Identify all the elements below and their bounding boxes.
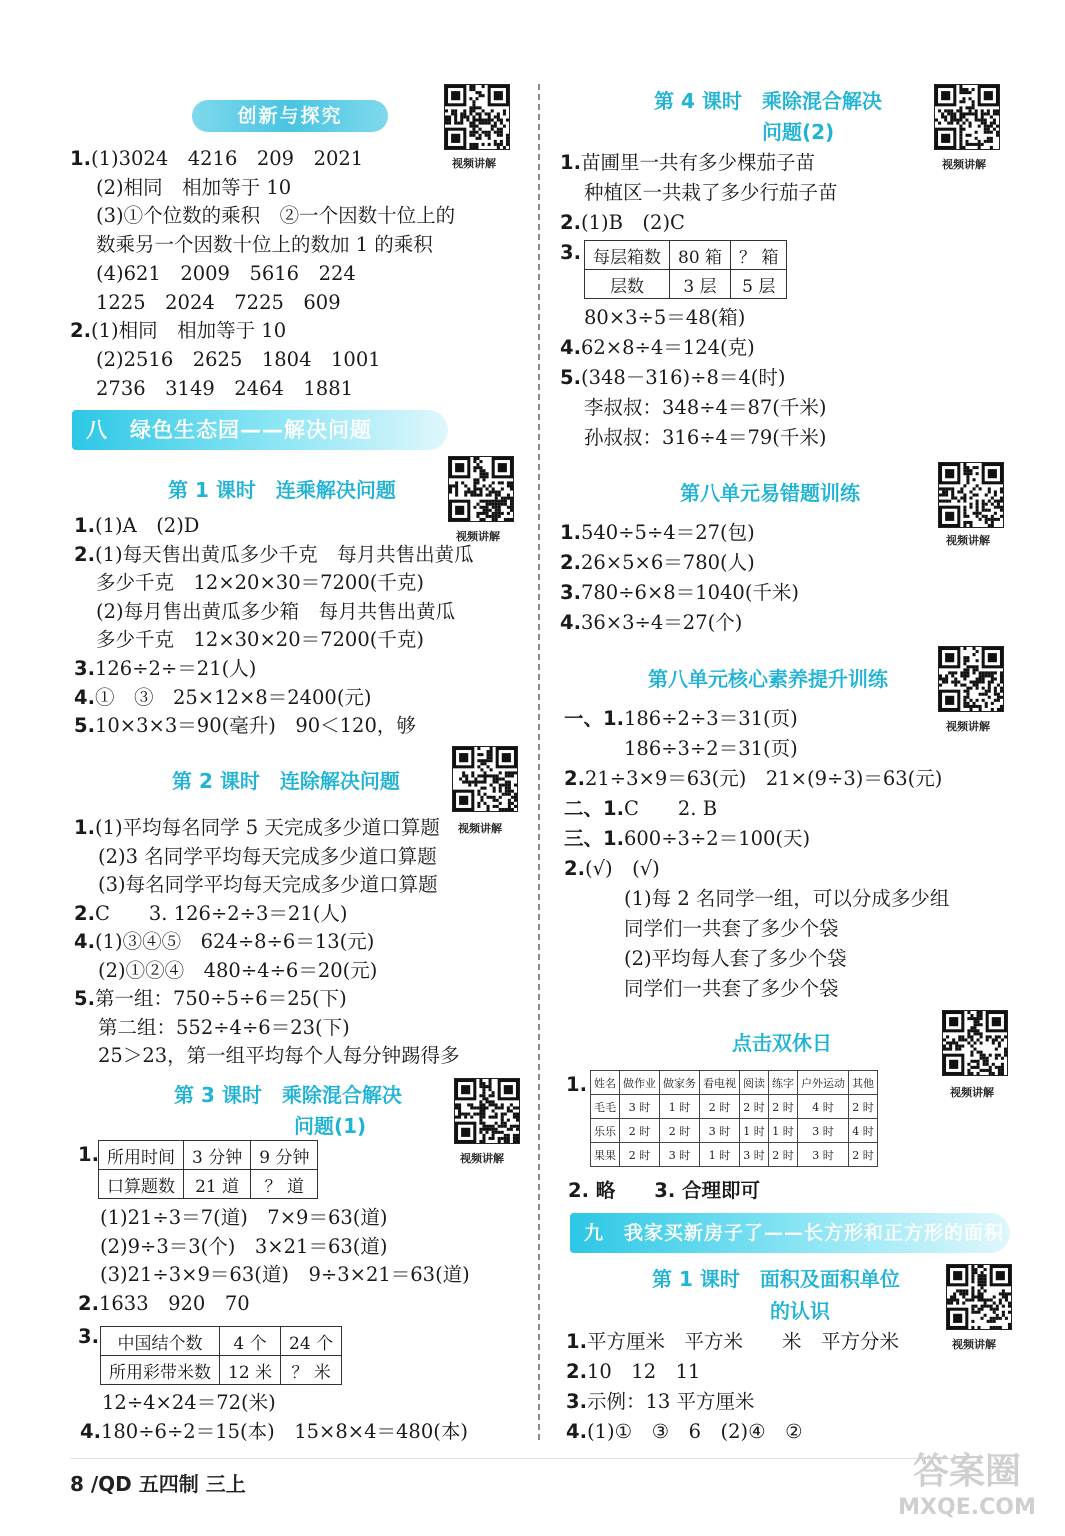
lesson-1-title: 第 1 课时 连乘解决问题 (168, 478, 396, 502)
table-cell: 4 时 (798, 1095, 849, 1119)
answer-text: 多少千克 12×20×30＝7200(千克) (96, 571, 424, 595)
answer-line (80, 1419, 468, 1445)
answer-line (566, 1389, 755, 1415)
table-cell: 2 时 (769, 1143, 798, 1167)
answer-line (584, 395, 827, 421)
question-number: 2. (560, 551, 581, 574)
time-questions-table (98, 1140, 318, 1199)
question-number: 4. (74, 930, 95, 953)
answer-line (560, 550, 755, 576)
answer-line (98, 872, 438, 898)
question-number: 3. (74, 657, 95, 680)
question-number: 2. (70, 319, 91, 343)
answer-line (96, 232, 433, 258)
answer-line (624, 976, 839, 1002)
answer-text: (1)21÷3＝7(道) 7×9＝63(道) (100, 1206, 388, 1229)
question-number: 3. (566, 1390, 587, 1413)
table-row (99, 1170, 318, 1199)
table-cell: 9 分钟 (251, 1141, 318, 1170)
table-cell: 所用彩带米数 (101, 1356, 220, 1385)
answer-line (98, 1043, 460, 1069)
qr-label: 视频讲解 (946, 534, 990, 547)
answer-text: 10×3×3＝90(毫升) 90＜120，够 (94, 714, 416, 738)
answer-line (560, 610, 742, 636)
u9-lesson-1-title-b: 的认识 (770, 1299, 830, 1323)
answer-line (96, 570, 424, 596)
answer-text: (1)每 2 名同学一组，可以分成多少组 (624, 887, 950, 910)
answer-text: C 3. 126÷2÷3＝21(人) (94, 901, 348, 925)
table-cell: 21 道 (184, 1170, 251, 1199)
watermark-text: 答案圈 (912, 1451, 1021, 1492)
table-cell: 做家务 (660, 1071, 700, 1095)
table-cell: 阅读 (740, 1071, 769, 1095)
answer-text: 186÷3÷2＝31(页) (624, 737, 798, 760)
table-row (585, 241, 787, 270)
answer-text: 第二组：552÷4÷6＝23(下) (98, 1015, 350, 1039)
page-footer: 8 /QD 五四制 三上 (70, 1472, 246, 1496)
table-row (591, 1071, 878, 1095)
answer-text: 示例：13 平方厘米 (586, 1390, 755, 1413)
table-row (591, 1119, 878, 1143)
answer-line (560, 335, 755, 361)
table-cell: 做作业 (620, 1071, 660, 1095)
qr-code-icon (454, 1078, 520, 1144)
answer-text: (2)相同 相加等于 10 (96, 175, 292, 199)
answer-text: (3)每名同学平均每天完成多少道口算题 (98, 873, 438, 896)
question-number: 1. (74, 514, 95, 537)
answer-text: (1)相同 相加等于 10 (90, 319, 287, 343)
qr-label: 视频讲解 (458, 822, 502, 835)
question-number: 二、1. (564, 797, 624, 820)
table-cell: 口算题数 (99, 1170, 184, 1199)
weekend-title: 点击双休日 (732, 1031, 832, 1055)
answer-line (564, 706, 798, 732)
table-cell: 果果 (591, 1143, 620, 1167)
question-number: 2. (74, 542, 95, 566)
answer-line (624, 736, 798, 762)
answer-line (98, 958, 377, 984)
table-cell: 2 时 (740, 1095, 769, 1119)
answer-line (102, 1390, 276, 1416)
answer-line (96, 627, 424, 653)
answer-line (564, 766, 942, 792)
table-cell: 2 时 (660, 1119, 700, 1143)
answer-line (96, 599, 455, 625)
answer-text: 25＞23，第一组平均每个人每分钟踢得多 (98, 1044, 460, 1067)
answer-text: 780÷6×8＝1040(千米) (580, 581, 800, 604)
boxes-layers-table (584, 240, 787, 299)
qr-label: 视频讲解 (456, 530, 500, 543)
question-number: 1. (560, 521, 581, 544)
question-number: 2. (560, 211, 581, 234)
answer-line (74, 929, 374, 955)
answer-text: 李叔叔：348÷4＝87(千米) (584, 396, 827, 419)
question-number: 5. (74, 987, 95, 1010)
question-number: 2. (564, 857, 585, 880)
answer-line (74, 685, 372, 711)
answer-line (566, 1419, 803, 1445)
qr-label: 视频讲解 (950, 1086, 994, 1099)
table-cell: 3 时 (740, 1143, 769, 1167)
table-row (99, 1141, 318, 1170)
qr-label: 视频讲解 (460, 1152, 504, 1165)
answer-line (560, 520, 755, 546)
question-number: 1. (560, 151, 581, 174)
qr-code-icon (452, 746, 518, 812)
answer-text: (2)①②④ 480÷4÷6＝20(元) (98, 958, 378, 982)
table-cell: 姓名 (591, 1071, 620, 1095)
question-number: 2. (566, 1360, 587, 1383)
question-number: 1. (70, 147, 91, 170)
qr-code-icon (946, 1264, 1012, 1330)
table-cell: 每层箱数 (585, 241, 670, 270)
table-cell: 2 时 (620, 1119, 660, 1143)
question-number: 1. (566, 1073, 587, 1096)
table-cell: 其他 (849, 1071, 878, 1095)
answer-text: (2)每月售出黄瓜多少箱 每月共售出黄瓜 (96, 599, 456, 623)
question-number: 5. (74, 714, 95, 738)
answer-line (564, 856, 660, 882)
qr-label: 视频讲解 (942, 158, 986, 171)
question-number: 5. (560, 366, 581, 389)
answer-line (584, 305, 745, 331)
table-cell: 5 层 (731, 270, 787, 299)
answer-line (74, 901, 347, 927)
answer-text: 孙叔叔：316÷4＝79(千米) (584, 426, 827, 449)
answer-line (560, 365, 786, 391)
answer-line (96, 290, 341, 316)
table-row (101, 1356, 342, 1385)
watermark-logo (877, 1450, 1057, 1530)
table-cell: 1 时 (740, 1119, 769, 1143)
answer-line (70, 146, 363, 172)
answer-line (98, 1015, 350, 1041)
answer-text: (1)每天售出黄瓜多少千克 每月共售出黄瓜 (94, 542, 474, 566)
answer-text: 36×3÷4＝27(个) (580, 611, 743, 634)
qr-code-icon (444, 84, 510, 150)
table-cell: 1 时 (700, 1143, 740, 1167)
table-cell: 1 时 (660, 1095, 700, 1119)
answer-text: (3)21÷3×9＝63(道) 9÷3×21＝63(道) (100, 1263, 470, 1287)
qr-label: 视频讲解 (952, 1338, 996, 1351)
answer-line (624, 946, 847, 972)
table-row (591, 1143, 878, 1167)
answer-text: 1633 920 70 (98, 1291, 250, 1315)
table-cell: 3 时 (660, 1143, 700, 1167)
answer-text: 平方厘米 平方米 米 平方分米 (586, 1330, 899, 1353)
qr-label: 视频讲解 (452, 157, 496, 170)
answer-text: (√) (√) (584, 857, 660, 880)
question-number: 4. (560, 336, 581, 359)
answer-line (566, 1359, 700, 1385)
answer-text: (4)621 2009 5616 224 (96, 261, 356, 285)
table-cell: 2 时 (849, 1143, 878, 1167)
answer-text: (1)B (2)C (580, 211, 685, 234)
weekend-q2: 2. 略 3. 合理即可 (568, 1179, 761, 1202)
answer-text: (348－316)÷8＝4(时) (580, 366, 786, 389)
question-number: 4. (80, 1420, 101, 1443)
table-row (585, 270, 787, 299)
table-cell: 所用时间 (99, 1141, 184, 1170)
answer-text: 26×5×6＝780(人) (580, 551, 755, 574)
answer-line (560, 210, 685, 236)
answer-text: 62×8÷4＝124(克) (580, 336, 755, 359)
table-cell: ？ 米 (281, 1356, 342, 1385)
table-cell: 3 分钟 (184, 1141, 251, 1170)
answer-line (74, 656, 256, 682)
answer-line (96, 203, 455, 229)
table-cell: 12 米 (220, 1356, 281, 1385)
answer-text: (2)2516 2625 1804 1001 (96, 347, 381, 371)
answer-line (74, 986, 347, 1012)
lesson-4-title-b: 问题(2) (762, 120, 835, 144)
table-cell: ？ 箱 (731, 241, 787, 270)
table-cell: 3 时 (798, 1143, 849, 1167)
table-cell: 3 时 (620, 1095, 660, 1119)
table-cell: 练字 (769, 1071, 798, 1095)
answer-line (96, 175, 291, 201)
answer-text: 12÷4×24＝72(米) (102, 1391, 276, 1414)
answer-text: 同学们一共套了多少个袋 (624, 977, 839, 1000)
weekend-schedule-table (590, 1070, 878, 1167)
table-row (591, 1095, 878, 1119)
answer-text: 同学们一共套了多少个袋 (624, 917, 839, 940)
table-cell: 4 个 (220, 1327, 281, 1356)
answer-text: ① ③ 25×12×8＝2400(元) (94, 685, 372, 709)
table-cell: 3 时 (700, 1119, 740, 1143)
answer-line (584, 180, 838, 206)
table-cell: 2 时 (849, 1095, 878, 1119)
answer-line (560, 150, 815, 176)
question-number: 3. (560, 581, 581, 604)
table-cell: 4 时 (849, 1119, 878, 1143)
answer-text: (1)3024 4216 209 2021 (90, 147, 364, 170)
table-cell: 3 层 (670, 270, 731, 299)
qr-label: 视频讲解 (946, 720, 990, 733)
question-number: 2. (74, 901, 95, 925)
answer-line (98, 844, 437, 870)
table-cell: 3 时 (798, 1119, 849, 1143)
core-practice-title: 第八单元核心素养提升训练 (648, 667, 888, 691)
answer-text: 126÷2÷＝21(人) (94, 657, 257, 680)
question-number: 1. (78, 1143, 99, 1166)
table-row (101, 1327, 342, 1356)
answer-line (74, 713, 416, 739)
table-cell: 24 个 (281, 1327, 342, 1356)
answer-line (560, 580, 799, 606)
answer-line (78, 1291, 250, 1317)
answer-text: (2)9÷3＝3(个) 3×21＝63(道) (100, 1234, 388, 1258)
qr-code-icon (448, 456, 514, 522)
question-number: 三、1. (564, 827, 624, 850)
answer-text: 180÷6÷2＝15(本) 15×8×4＝480(本) (100, 1420, 468, 1443)
answer-text: (1)A (2)D (94, 514, 200, 537)
answer-line (70, 318, 286, 344)
table-cell: 看电视 (700, 1071, 740, 1095)
question-number: 4. (566, 1420, 587, 1443)
table-cell: 层数 (585, 270, 670, 299)
banner-innovation: 创新与探究 (192, 100, 388, 132)
answer-line (96, 261, 356, 287)
answer-text: (1)平均每名同学 5 天完成多少道口算题 (94, 816, 440, 839)
answer-text: C 2. B (623, 797, 718, 820)
u9-lesson-1-title-a: 第 1 课时 面积及面积单位 (652, 1267, 900, 1291)
answer-text: 苗圃里一共有多少棵茄子苗 (580, 151, 815, 174)
answer-text: 种植区一共栽了多少行茄子苗 (584, 181, 838, 204)
answer-text: 第一组：750÷5÷6＝25(下) (94, 987, 347, 1010)
answer-line (624, 916, 839, 942)
answer-text: (3)①个位数的乘积 ②一个因数十位上的 (96, 204, 456, 228)
column-divider (538, 84, 540, 1440)
answer-text: 1225 2024 7225 609 (96, 290, 341, 314)
answer-text: 多少千克 12×30×20＝7200(千克) (96, 628, 424, 652)
table-cell: 80 箱 (670, 241, 731, 270)
answer-text: 10 12 11 (586, 1360, 701, 1383)
answer-text: 2736 3149 2464 1881 (96, 376, 354, 400)
lesson-3-title-b: 问题(1) (294, 1114, 367, 1138)
question-number: 3. (560, 241, 581, 264)
question-number: 1. (74, 816, 95, 839)
table-cell: 2 时 (769, 1095, 798, 1119)
answer-text: (1)① ③ 6 (2)④ ② (586, 1420, 803, 1443)
table-cell: 1 时 (769, 1119, 798, 1143)
answer-line (566, 1329, 899, 1355)
answer-line (74, 815, 440, 841)
answer-line (74, 542, 474, 568)
answer-text: 600÷3÷2＝100(天) (623, 827, 811, 850)
table-cell: ？ 道 (251, 1170, 318, 1199)
answer-line (564, 796, 717, 822)
answer-text: 186÷2÷3＝31(页) (623, 707, 798, 730)
answer-line (584, 425, 827, 451)
answer-line (96, 376, 353, 402)
lesson-4-title-a: 第 4 课时 乘除混合解决 (654, 89, 882, 113)
question-number: 1. (566, 1330, 587, 1353)
answer-line (100, 1205, 387, 1231)
unit-9-title: 九 我家买新房子了——长方形和正方形的面积 (570, 1213, 1010, 1253)
lesson-2-title: 第 2 课时 连除解决问题 (172, 769, 400, 793)
question-number: 3. (78, 1325, 99, 1348)
answer-text: 数乘另一个因数十位上的数加 1 的乘积 (96, 233, 433, 257)
qr-code-icon (938, 646, 1004, 712)
answer-line (100, 1234, 387, 1260)
question-number: 4. (560, 611, 581, 634)
lesson-3-title-a: 第 3 课时 乘除混合解决 (174, 1083, 402, 1107)
watermark-url: MXQE.COM (898, 1495, 1036, 1520)
table-cell: 2 时 (700, 1095, 740, 1119)
qr-code-icon (938, 462, 1004, 528)
question-number: 4. (74, 685, 95, 709)
answer-line (74, 513, 199, 539)
table-cell: 乐乐 (591, 1119, 620, 1143)
answer-line (100, 1262, 470, 1288)
error-practice-title: 第八单元易错题训练 (680, 481, 860, 505)
qr-code-icon (934, 84, 1000, 150)
answer-text: 540÷5÷4＝27(包) (580, 521, 755, 544)
table-cell: 毛毛 (591, 1095, 620, 1119)
table-cell: 中国结个数 (101, 1327, 220, 1356)
answer-text: (2)平均每人套了多少个袋 (624, 947, 847, 970)
answer-text: 80×3÷5＝48(箱) (584, 306, 746, 329)
question-number: 2. (78, 1291, 99, 1315)
answer-line (624, 886, 949, 912)
question-number: 一、1. (564, 707, 624, 730)
knot-ribbon-table (100, 1326, 342, 1385)
answer-text: (1)③④⑤ 624÷8÷6＝13(元) (94, 930, 375, 953)
answer-line (564, 826, 810, 852)
footer-line (70, 1458, 970, 1459)
answer-text: (2)3 名同学平均每天完成多少道口算题 (98, 844, 437, 868)
question-number: 2. (564, 767, 585, 790)
table-cell: 2 时 (620, 1143, 660, 1167)
table-cell: 户外运动 (798, 1071, 849, 1095)
unit-8-title: 八 绿色生态园——解决问题 (72, 410, 448, 450)
qr-code-icon (942, 1010, 1008, 1076)
answer-text: 21÷3×9＝63(元) 21×(9÷3)＝63(元) (584, 767, 943, 790)
answer-line (96, 347, 381, 373)
